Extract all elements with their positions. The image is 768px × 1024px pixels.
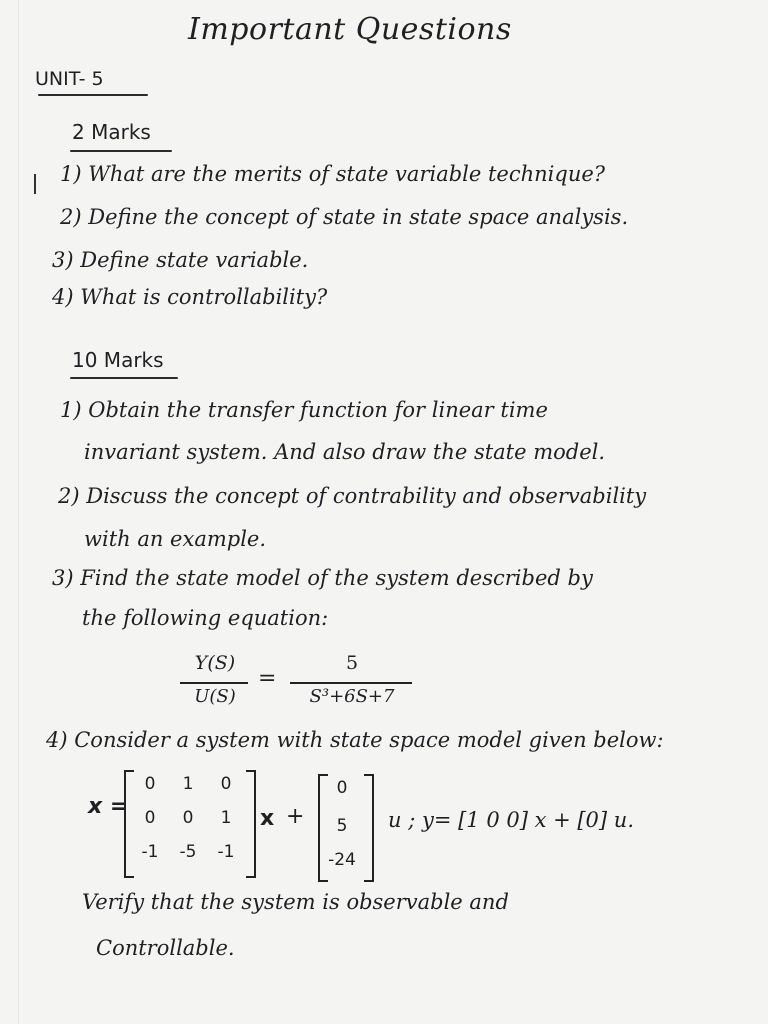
plus-sign: + [286, 804, 305, 829]
page-margin-line [18, 0, 19, 1024]
matrix-a-cell: 0 [182, 808, 194, 828]
matrix-b-cell: 5 [336, 816, 348, 836]
matrix-a-right-bracket [246, 770, 256, 878]
matrix-b-cell: -24 [328, 850, 356, 870]
tf-numerator-left: Y(S) [194, 652, 236, 674]
two-marks-heading: 2 Marks [72, 120, 151, 144]
matrix-a-cell: 0 [144, 808, 156, 828]
matrix-a-cell: -5 [179, 842, 197, 862]
ten-marks-question-4-tail-line-2: Controllable. [96, 936, 235, 960]
ten-marks-question-2-line-2: with an example. [84, 527, 267, 551]
two-marks-question-3: 3) Define state variable. [52, 248, 309, 272]
ten-marks-question-4-tail-line-1: Verify that the system is observable and [82, 890, 509, 914]
ten-marks-heading: 10 Marks [72, 348, 164, 372]
ten-marks-question-3-line-1: 3) Find the state model of the system described by [52, 566, 593, 590]
state-space-equation [88, 770, 728, 890]
state-vector: x [260, 806, 275, 831]
matrix-a-cell: -1 [217, 842, 235, 862]
two-marks-question-2: 2) Define the concept of state in state space analysis. [60, 205, 629, 229]
matrix-b-cell: 0 [336, 778, 348, 798]
matrix-a-cell: -1 [141, 842, 159, 862]
ten-marks-question-1-line-1: 1) Obtain the transfer function for linear time [60, 398, 548, 422]
ten-marks-underline [70, 377, 178, 379]
ten-marks-question-2-line-1: 2) Discuss the concept of contrability and observability [58, 484, 647, 508]
ten-marks-question-1-line-2: invariant system. And also draw the state model. [84, 440, 606, 464]
ten-marks-question-4: 4) Consider a system with state space model given below: [46, 728, 664, 752]
margin-tick [34, 174, 36, 194]
matrix-a-cell: 1 [220, 808, 232, 828]
tf-fraction-bar-left [180, 682, 248, 684]
two-marks-question-1: 1) What are the merits of state variable technique? [60, 162, 606, 186]
tf-denominator-right: S³+6S+7 [309, 686, 395, 707]
ten-marks-question-3-line-2: the following equation: [82, 606, 329, 630]
tf-equals: = [258, 666, 277, 691]
matrix-a-cell: 1 [182, 774, 194, 794]
two-marks-underline [70, 150, 172, 152]
page-title: Important Questions [188, 12, 512, 47]
matrix-b-right-bracket [364, 774, 374, 882]
tf-numerator-right: 5 [345, 652, 359, 674]
state-derivative-label: x = [88, 794, 129, 819]
unit-underline [38, 94, 148, 96]
matrix-a-cell: 0 [144, 774, 156, 794]
tf-denominator-left: U(S) [194, 686, 236, 707]
unit-label: UNIT- 5 [35, 68, 104, 90]
matrix-a-cell: 0 [220, 774, 232, 794]
output-equation: u ; y= [1 0 0] x + [0] u. [388, 808, 634, 832]
transfer-function [180, 652, 420, 712]
two-marks-question-4: 4) What is controllability? [52, 285, 328, 309]
tf-fraction-bar-right [290, 682, 412, 684]
